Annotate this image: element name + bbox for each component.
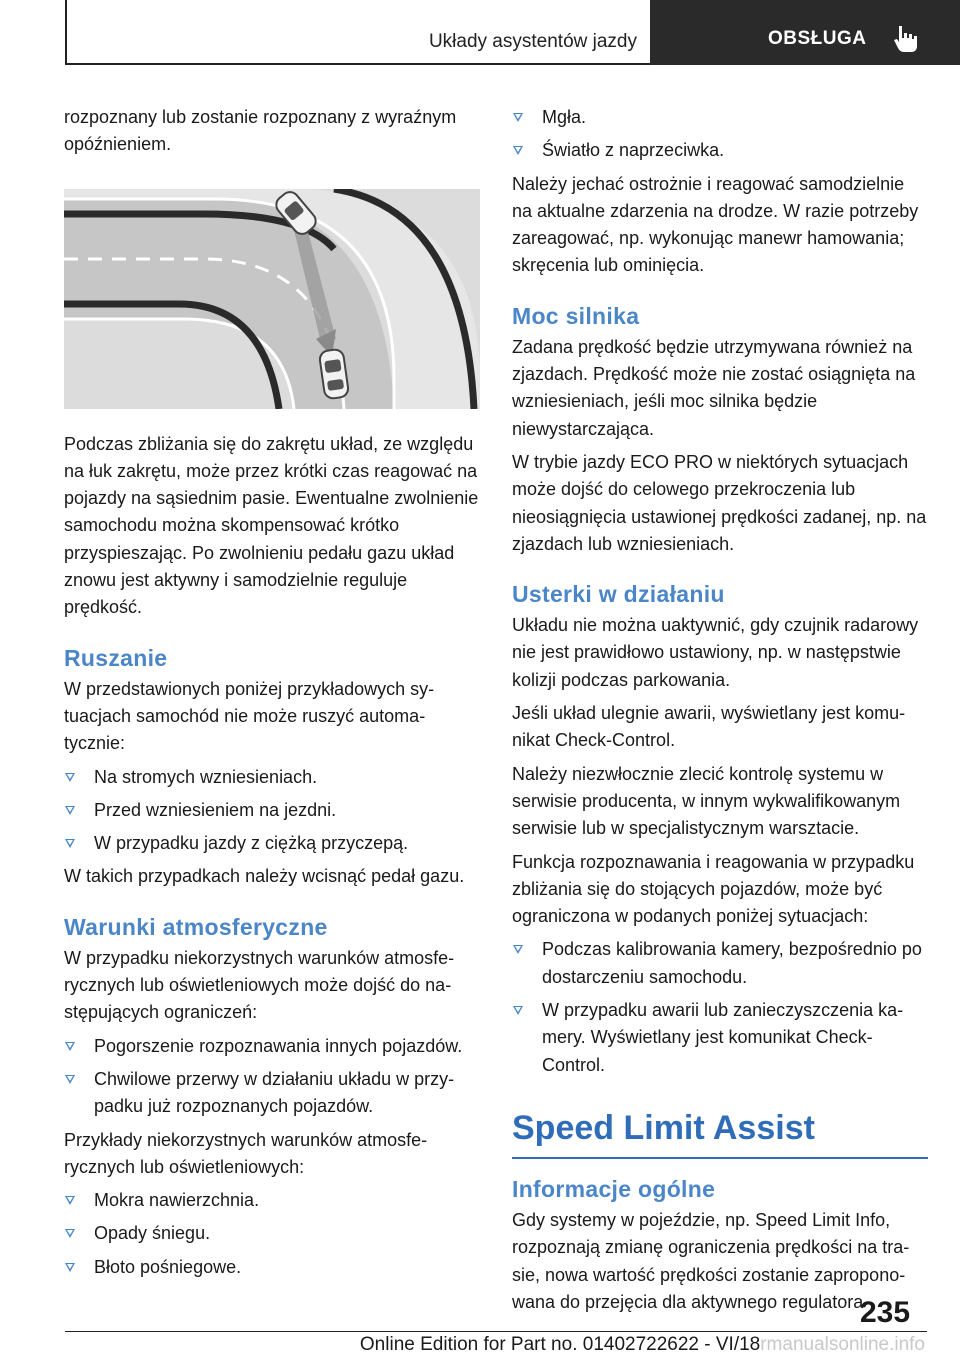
warunki-intro2: Przykłady niekorzystnych warunków atmosferycznych lub oświetleniowych: (64, 1129, 428, 1177)
bullet-triangle-icon (65, 1075, 75, 1084)
usterki-paragraph-2: Jeśli układ ulegnie awarii, wyświetlany jest komunikat Check-Control. (512, 703, 906, 751)
header-bottom-rule (65, 63, 650, 65)
moc-paragraph-2: W trybie jazdy ECO PRO w niektórych sytuacjach może dojść do celowego przekroczenia lub nieosiągnięcia ustawionej prędkości zadanej, np. na zjazdach lub wzniesieniach. (512, 451, 927, 554)
heading-rule (512, 1157, 928, 1159)
list-item: Na stromych wzniesieniach. (64, 764, 480, 791)
bullet-triangle-icon (65, 1229, 75, 1238)
heading-warunki: Warunki atmosferyczne (64, 913, 328, 940)
list-item: W przypadku awarii lub zanieczyszczenia kamery. Wyświetlany jest komunikat Check-Control. (512, 997, 928, 1079)
list-item: Pogorszenie rozpoznawania innych pojazdów. (64, 1033, 480, 1060)
usterki-paragraph-1: Układu nie można uaktywnić, gdy czujnik radarowy nie jest prawidłowo ustawiony, np. w następstwie kolizji podczas parkowania. (512, 615, 919, 690)
ruszanie-outro: W takich przypadkach należy wcisnąć pedał gazu. (64, 866, 465, 887)
list-item: Podczas kalibrowania kamery, bezpośrednio po dostarczeniu samochodu. (512, 936, 928, 991)
footer-edition (0, 1334, 925, 1356)
curve-explanation: Podczas zbliżania się do zakrętu układ, ze względu na łuk zakrętu, może przez krótki czas reagować na pojazdy na sąsiednim pasie. Ewentualne zwolnienie samochodu można skompensować krótko przyspieszając. Po zwolnieniu pedału gazu układ znowu jest aktywny i samodzielnie reguluje prędkość. (64, 433, 479, 618)
bullet-triangle-icon (513, 1006, 523, 1015)
bullet-triangle-icon (65, 773, 75, 782)
intro-paragraph: rozpoznany lub zostanie rozpoznany z wyraźnym opóźnieniem. (64, 107, 457, 155)
bullet-triangle-icon (65, 839, 75, 848)
conditions-continued-list (512, 104, 928, 165)
list-item: Mgła. (512, 104, 928, 131)
list-item: Przed wzniesieniem na jezdni. (64, 797, 480, 824)
left-column (64, 104, 480, 1287)
usterki-list (512, 936, 928, 1078)
chapter-tab[interactable] (650, 0, 960, 65)
ruszanie-list (64, 764, 480, 858)
bullet-triangle-icon (65, 1042, 75, 1051)
warunki-list (64, 1033, 480, 1121)
section-title: Układy asystentów jazdy (428, 31, 637, 52)
right-column (512, 104, 928, 1322)
list-item: Opady śniegu. (64, 1220, 480, 1247)
heading-informacje-ogolne: Informacje ogólne (512, 1175, 716, 1202)
usterki-paragraph-4: Funkcja rozpoznawania i reagowania w przypadku zbliżania się do stojących pojazdów, może być ograniczona w podanych poniżej sytuacjach: (512, 851, 915, 927)
heading-speed-limit-assist: Speed Limit Assist (512, 1108, 815, 1147)
heading-usterki: Usterki w działaniu (512, 581, 725, 608)
page-number: 235 (860, 1296, 911, 1329)
hand-pointer-icon (893, 24, 921, 54)
usterki-paragraph-3: Należy niezwłocznie zlecić kontrolę systemu w serwisie producenta, w innym wykwalifikowanym serwisie lub w specjalistycznym warsztacie. (512, 763, 901, 839)
list-item: W przypadku jazdy z ciężką przyczepą. (64, 830, 480, 857)
chapter-tab-label: OBSŁUGA (768, 28, 867, 49)
footer-rule (65, 1331, 927, 1332)
list-item: Mokra nawierzchnia. (64, 1187, 480, 1214)
moc-paragraph-1: Zadana prędkość będzie utrzymywana również na zjazdach. Prędkość może nie zostać osiągnięta na wzniesieniach, jeśli moc silnika będzie niewystarczająca. (512, 336, 916, 439)
list-item: Światło z naprzeciwka. (512, 137, 928, 164)
list-item: Błoto pośniegowe. (64, 1254, 480, 1281)
ruszanie-intro: W przedstawionych poniżej przykładowych sytuacjach samochód nie może ruszyć automatycznie: (64, 678, 435, 754)
caution-paragraph: Należy jechać ostrożnie i reagować samodzielnie na aktualne zdarzenia na drodze. W razie potrzeby zareagować, np. wykonując manewr hamowania; skręcenia lub ominięcia. (512, 173, 919, 276)
bullet-triangle-icon (65, 1263, 75, 1272)
curve-illustration (64, 189, 480, 409)
bullet-triangle-icon (65, 1196, 75, 1205)
heading-ruszanie: Ruszanie (64, 644, 168, 671)
watermark-text: rmanualsonline.info (760, 1334, 925, 1355)
heading-moc-silnika: Moc silnika (512, 302, 640, 329)
bullet-triangle-icon (513, 113, 523, 122)
warunki-examples-list (64, 1187, 480, 1281)
bullet-triangle-icon (65, 806, 75, 815)
speed-limit-paragraph: Gdy systemy w pojeździe, np. Speed Limit Info, rozpoznają zmianę ograniczenia prędkości na trasie, nowa wartość prędkości zostanie zaproponowana do przejęcia dla aktywnego regulatora (512, 1209, 910, 1312)
edition-text: Online Edition for Part no. 01402722622 - VI/18 (359, 1334, 761, 1355)
warunki-intro: W przypadku niekorzystnych warunków atmosferycznych lub oświetleniowych może dojść do następujących ograniczeń: (64, 947, 455, 1023)
bullet-triangle-icon (513, 146, 523, 155)
list-item: Chwilowe przerwy w działaniu układu w przypadku już rozpoznanych pojazdów. (64, 1066, 480, 1121)
bullet-triangle-icon (513, 945, 523, 954)
